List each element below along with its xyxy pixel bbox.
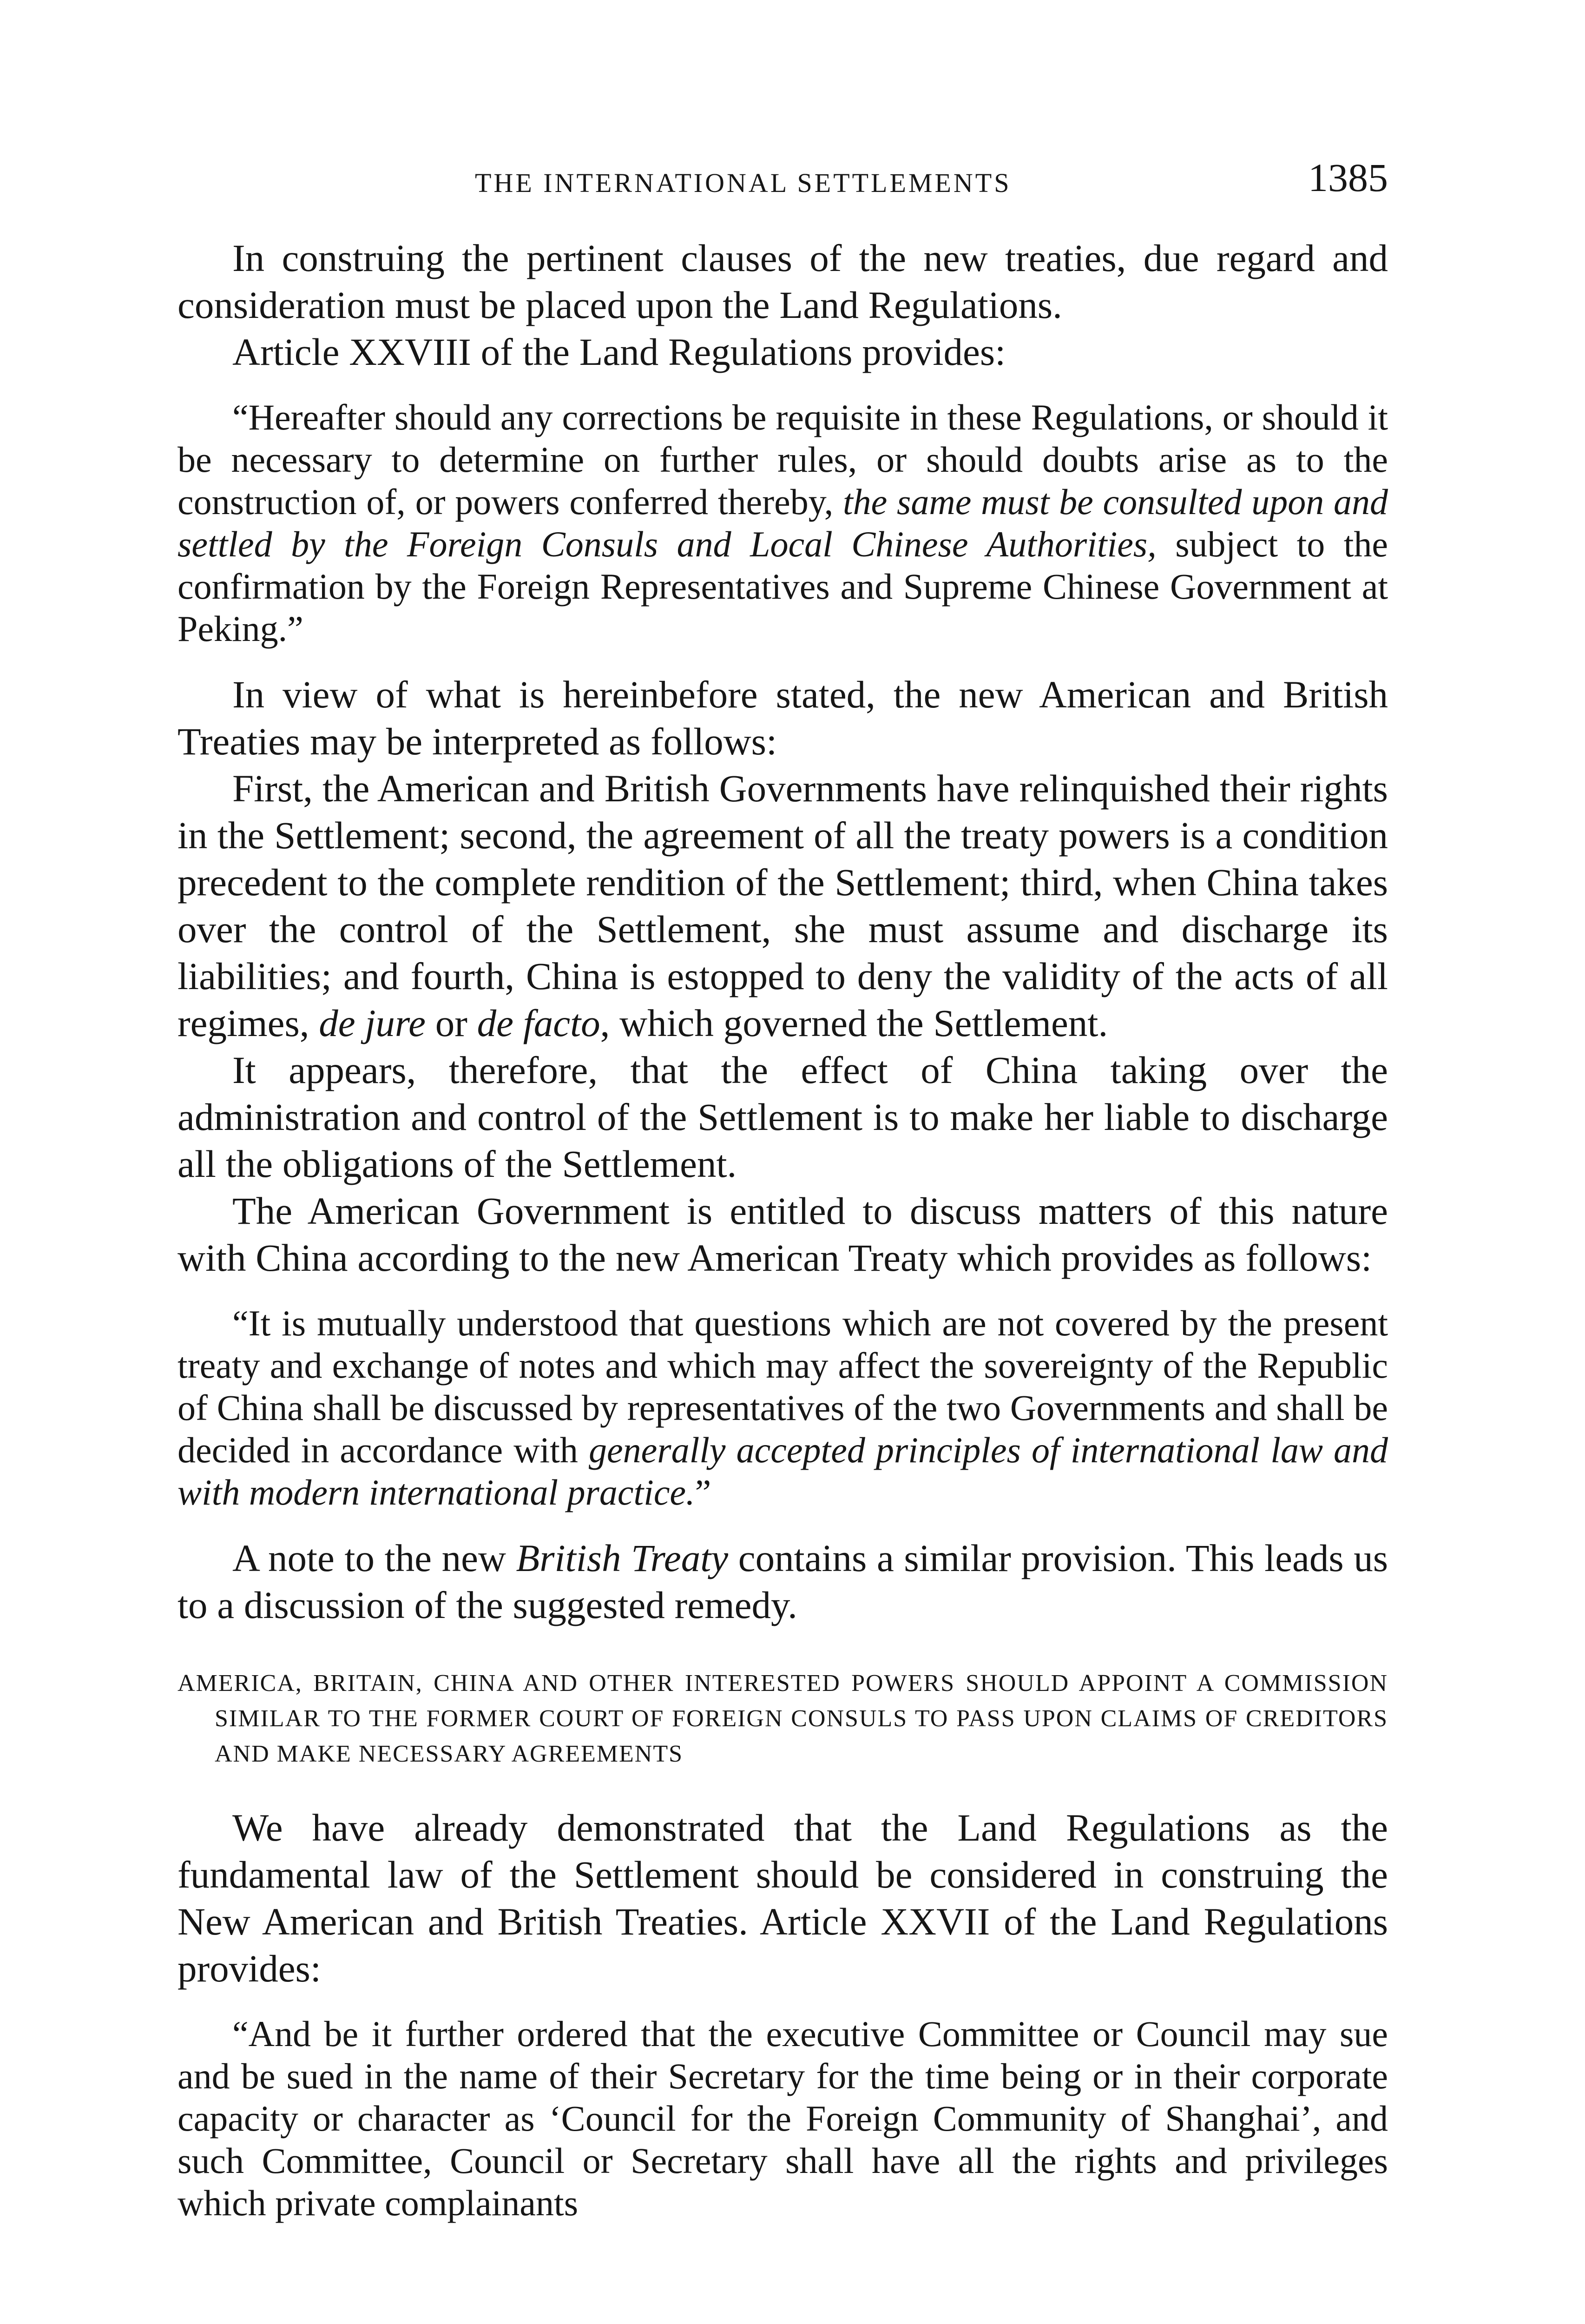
latin-term: de jure bbox=[319, 1002, 426, 1044]
paragraph-article-xxviii: Article XXVIII of the Land Regulations provides: bbox=[232, 330, 1006, 373]
latin-term: de facto bbox=[477, 1002, 600, 1044]
paragraph-american-government: The American Government is entitled to discuss matters of this nature with China according to the new American Treaty which provides as follows: bbox=[178, 1189, 1388, 1279]
quote-emphasis: the same must be consulted upon and settled by the Foreign Consuls and Local Chinese Authorities, bbox=[178, 482, 1388, 564]
page-number: 1385 bbox=[1308, 155, 1388, 200]
paragraph-land-regulations: In construing the pertinent clauses of the new treaties, due regard and consideration must be placed upon the Land Regulations. bbox=[178, 237, 1388, 326]
quote-text: “It is mutually understood that questions which are not covered by the present treaty and exchange of notes and which may affect the sovereignty of the Republic of China shall be discussed by representatives of the two Governments and shall be decided in accordance with bbox=[178, 1303, 1388, 1470]
quotation-article-xxvii: “And be it further ordered that the executive Committee or Council may sue and be sued in the name of their Secretary for the time being or in their corporate capacity or character as ‘Council for the Foreign Community of Shanghai’, and such Committee, Council or Secretary shall have all the rights and privileges which private complainants bbox=[178, 2014, 1388, 2223]
quote-text: “Hereafter should any corrections be requisite in these Regulations, or should it be necessary to determine on further rules, or should doubts arise as to the construction of, or powers conferred thereby, bbox=[178, 397, 1388, 522]
quote-text: ” bbox=[695, 1472, 711, 1512]
paragraph-interpretation: In view of what is hereinbefore stated, the new American and British Treaties may be interpreted as follows: bbox=[178, 673, 1388, 763]
quote-emphasis: generally accepted principles of international law and with modern international practice. bbox=[178, 1430, 1388, 1512]
paragraph-text: contains a similar provision. This leads us to a discussion of the suggested remedy. bbox=[178, 1537, 1388, 1626]
paragraph-four-points bbox=[178, 765, 1388, 1047]
paragraph-text: or bbox=[435, 1002, 467, 1044]
paragraph-text: A note to the new bbox=[232, 1537, 506, 1579]
quotation-american-treaty bbox=[178, 1302, 1388, 1513]
paragraph-text: First, the American and British Governments have relinquished their rights in the Settlement; second, the agreement of all the treaty powers is a condition precedent to the complete rendition of the Settlement; third, when China takes over the control of the Settlement, she must assume and discharge its liabilities; and fourth, China is estopped to deny the validity of the acts of all regimes, bbox=[178, 767, 1388, 1044]
text-column bbox=[178, 235, 1388, 2245]
paragraph-article-xxvii: We have already demonstrated that the Land Regulations as the fundamental law of the Settlement should be considered in construing the New American and British Treaties. Article XXVII of the Land Regulations provides: bbox=[178, 1806, 1388, 1990]
quote-text: subject to the confirmation by the Foreign Representatives and Supreme Chinese Government at Peking.” bbox=[178, 524, 1388, 649]
treaty-title: British Treaty bbox=[516, 1537, 729, 1579]
quotation-article-xxviii bbox=[178, 396, 1388, 650]
section-heading: AMERICA, BRITAIN, CHINA AND OTHER INTERESTED POWERS SHOULD APPOINT A COMMISSION SIMILAR TO THE FORMER COURT OF FOREIGN CONSULS TO PASS UPON CLAIMS OF CREDITORS AND MAKE NECESSARY AGREEMENTS bbox=[178, 1670, 1388, 1767]
paragraph-british-treaty bbox=[178, 1535, 1388, 1629]
paragraph-liability: It appears, therefore, that the effect of China taking over the administration and control of the Settlement is to make her liable to discharge all the obligations of the Settlement. bbox=[178, 1049, 1388, 1185]
running-title: THE INTERNATIONAL SETTLEMENTS bbox=[475, 168, 1012, 198]
paragraph-text: , which governed the Settlement. bbox=[600, 1002, 1108, 1044]
page-header bbox=[224, 154, 1388, 205]
